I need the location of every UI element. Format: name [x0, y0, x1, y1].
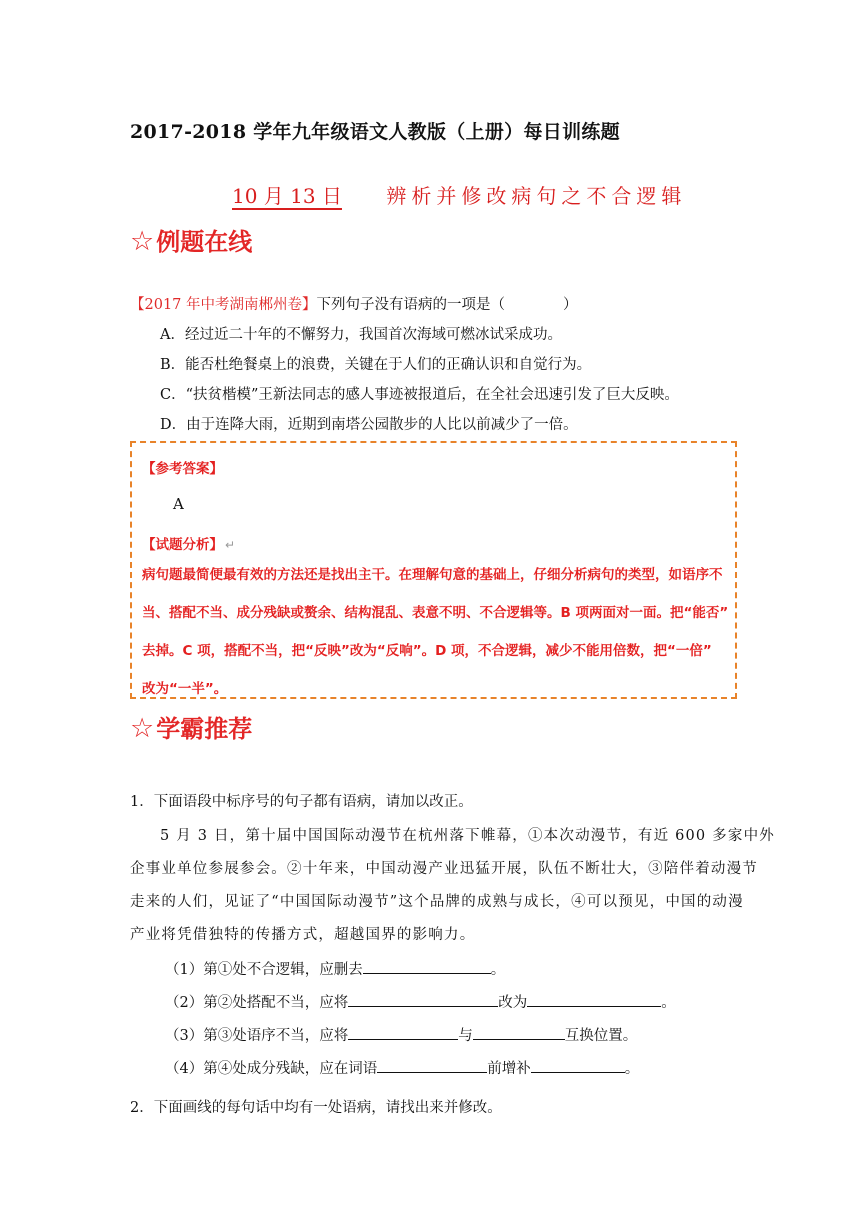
date-label: 10 月 13 日	[232, 184, 342, 208]
sub-question-4: （4）第④处成分残缺，应在词语 前增补 。	[165, 1057, 639, 1078]
answer-blank[interactable]	[348, 992, 498, 1007]
passage-line: 走来的人们，见证了“中国国际动漫节”这个品牌的成熟与成长，④可以预见，中国的动漫	[130, 894, 744, 910]
star-icon: ☆	[130, 226, 155, 257]
passage-line: 企事业单位参展参会。②十年来，中国动漫产业迅猛开展，队伍不断壮大，③陪伴着动漫节	[130, 861, 758, 877]
analysis-label-line	[142, 533, 235, 553]
question-stem: 下列句子没有语病的一项是（ ）	[316, 297, 578, 313]
topic-label: 辨析并修改病句之不合逻辑	[386, 184, 687, 208]
question-source: 【2017 年中考湖南郴州卷】	[130, 297, 317, 313]
answer-blank[interactable]	[527, 992, 661, 1007]
answer-blank[interactable]	[473, 1025, 565, 1040]
analysis-label: 【试题分析】	[142, 537, 223, 553]
sub-question-2: （2）第②处搭配不当，应将 改为 。	[165, 991, 676, 1012]
analysis-line: 当、搭配不当、成分残缺或赘余、结构混乱、表意不明、不合逻辑等。B 项两面对一面。把“能否”	[142, 605, 729, 621]
passage-line: 5 月 3 日，第十届中国国际动漫节在杭州落下帷幕，①本次动漫节，有近 600 多家中外	[160, 828, 775, 844]
question-stem-line	[130, 293, 578, 314]
answer-box	[130, 441, 737, 699]
answer-blank[interactable]	[377, 1058, 487, 1073]
sub-question-3: （3）第③处语序不当，应将 与 互换位置。	[165, 1024, 637, 1045]
star-icon: ☆	[130, 713, 155, 744]
analysis-line: 改为“一半”。	[142, 681, 228, 697]
section-title: 例题在线	[156, 227, 253, 256]
section-heading-example	[130, 222, 252, 257]
analysis-line: 病句题最简便最有效的方法还是找出主干。在理解句意的基础上，仔细分析病句的类型，如语序不	[142, 567, 723, 583]
section-heading-recommend	[130, 709, 252, 744]
answer-blank[interactable]	[531, 1058, 625, 1073]
option-c: C．“扶贫楷模”王新法同志的感人事迹被报道后，在全社会迅速引发了巨大反映。	[160, 387, 679, 403]
exercise-2-prompt: 2．下面画线的每句话中均有一处语病，请找出来并修改。	[130, 1100, 502, 1116]
sub-question-1: （1）第①处不合逻辑，应删去 。	[165, 958, 505, 979]
date-topic-line	[232, 180, 686, 209]
answer-blank[interactable]	[363, 959, 491, 974]
reference-answer-label: 【参考答案】	[142, 461, 223, 477]
return-mark-icon: ↵	[225, 538, 236, 552]
passage-line: 产业将凭借独特的传播方式，超越国界的影响力。	[130, 927, 476, 943]
option-a: A．经过近二十年的不懈努力，我国首次海域可燃冰试采成功。	[160, 327, 562, 343]
document-title: 2017-2018 学年九年级语文人教版（上册）每日训练题	[130, 121, 620, 143]
option-b: B．能否杜绝餐桌上的浪费，关键在于人们的正确认识和自觉行为。	[160, 357, 592, 373]
answer-blank[interactable]	[348, 1025, 458, 1040]
answer-value: A	[173, 495, 184, 513]
exercise-1-prompt: 1．下面语段中标序号的句子都有语病，请加以改正。	[130, 794, 473, 810]
section-title: 学霸推荐	[156, 714, 253, 743]
analysis-line: 去掉。C 项，搭配不当，把“反映”改为“反响”。D 项，不合逻辑，减少不能用倍数，把“一倍”	[142, 643, 712, 659]
option-d: D．由于连降大雨，近期到南塔公园散步的人比以前减少了一倍。	[160, 417, 578, 433]
